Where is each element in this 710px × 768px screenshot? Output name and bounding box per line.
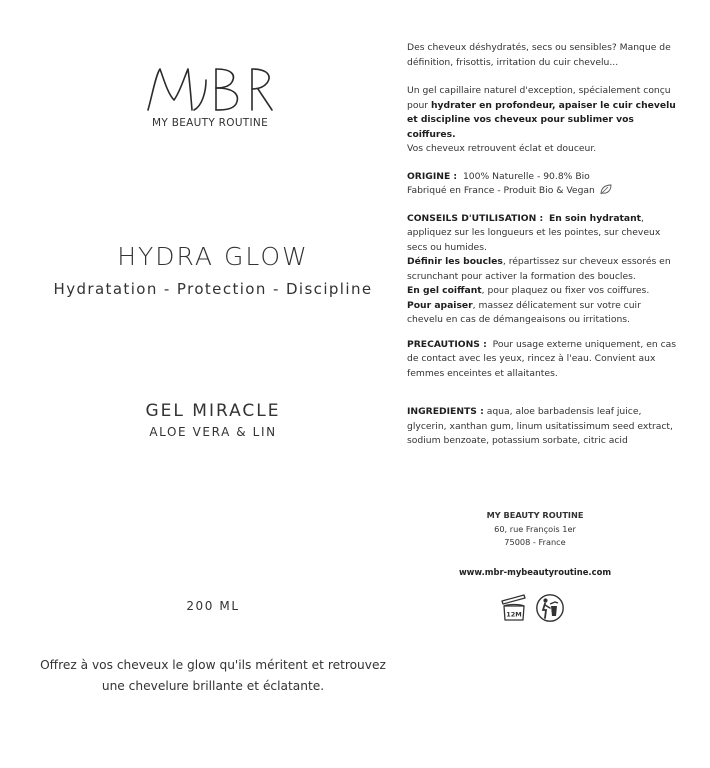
ingredients-section: INGREDIENTS : aqua, aloe barbadensis leaf juice, glycerin, xanthan gum, linum usitatissimum seed extract, sodium benzoate, potassium sorbate, citric acid <box>407 406 673 446</box>
leaf-icon <box>599 184 612 195</box>
product-volume: 200 ML <box>186 599 240 613</box>
mbr-logo <box>146 66 276 112</box>
website-link[interactable]: www.mbr-mybeautyroutine.com <box>458 567 612 577</box>
product-name: GEL MIRACLE <box>145 401 281 421</box>
company-city: 75008 - France <box>504 537 566 547</box>
svg-text:12M: 12M <box>506 610 522 619</box>
precautions-section: PRECAUTIONS : Pour usage externe uniquement, en cas de contact avec les yeux, rincez à l'eau. Convient aux femmes enceintes et allaitantes. <box>407 338 677 379</box>
company-info <box>407 509 663 550</box>
usage-section: CONSEILS D'UTILISATION : En soin hydratant, appliquez sur les longueurs et les pointes, sur cheveux secs ou humides. Définir les boucles, répartissez sur cheveux essorés en scrunchant pour activer la formation des boucles. En gel coiffant, pour plaquez ou fixer vos coiffures. Pour apaiser, massez délicatement sur votre cuir chevelu en cas de démangeaisons ou irritations. <box>407 212 671 325</box>
description-body: Un gel capillaire naturel d'exception, spécialement conçu pour hydrater en profondeur, apaiser le cuir chevelu et discipline vos cheveux pour sublimer vos coiffures. Vos cheveux retrouvent éclat et douceur. <box>407 85 676 154</box>
origin-section: ORIGINE : 100% Naturelle - 90.8% Bio Fabriqué en France - Produit Bio & Vegan <box>407 170 677 199</box>
tidyman-icon <box>535 593 565 623</box>
product-subtitle: Hydratation - Protection - Discipline <box>53 280 373 298</box>
product-ingredients-short: ALOE VERA & LIN <box>149 425 277 439</box>
company-name: MY BEAUTY ROUTINE <box>486 510 584 520</box>
product-tagline: Offrez à vos cheveux le glow qu'ils méritent et retrouvez une chevelure brillante et éclatante. <box>40 658 386 693</box>
open-jar-icon <box>498 591 530 623</box>
back-panel <box>407 41 677 449</box>
product-title: HYDRA GLOW <box>117 242 309 271</box>
brand-name: MY BEAUTY ROUTINE <box>151 117 269 129</box>
company-street: 60, rue François 1er <box>494 523 576 534</box>
description-intro: Des cheveux déshydratés, secs ou sensibles? Manque de définition, frisottis, irritation du cuir chevelu... <box>407 42 671 68</box>
